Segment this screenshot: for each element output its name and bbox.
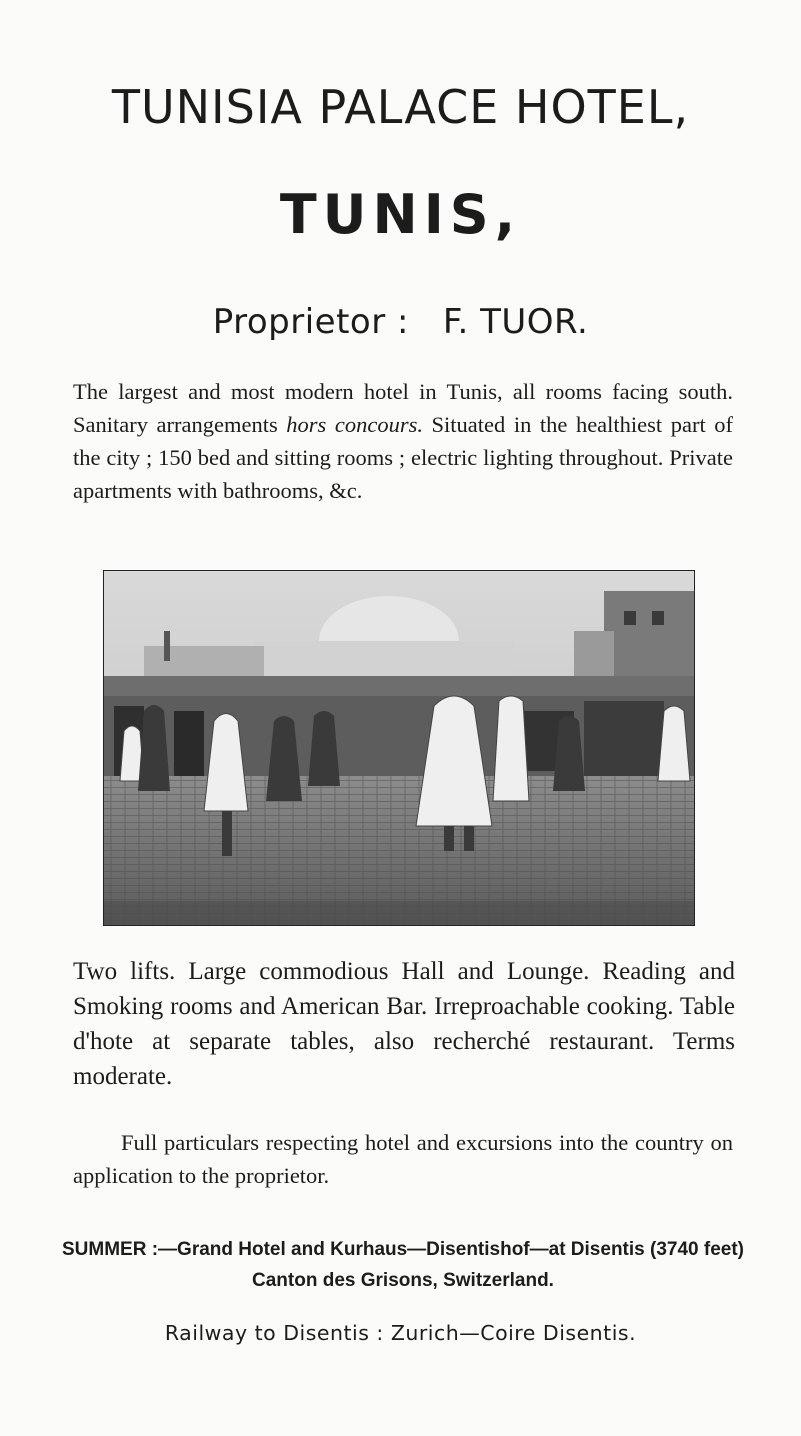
- particulars-paragraph: [73, 1126, 733, 1192]
- intro-text-2: Situated in the healthiest part of the city ; 150 bed and sitting rooms ; electric lighting throughout. Private apartments with bathrooms, &c.: [73, 412, 734, 503]
- proprietor-label: Proprietor :: [212, 302, 409, 342]
- proprietor-name: F. TUOR.: [442, 302, 589, 342]
- railway-line: Railway to Disentis : Zurich—Coire Disentis.: [164, 1321, 637, 1345]
- facilities-paragraph: Two lifts. Large commodious Hall and Lounge. Reading and Smoking rooms and American Bar. Irreproachable cooking. Table d'hote at separate tables, also recherché restaurant. Terms moderate.: [73, 958, 735, 1090]
- street-scene-photo: [103, 570, 695, 926]
- proprietor-line: [0, 302, 801, 342]
- intro-paragraph: [73, 375, 733, 507]
- intro-text-italic: hors concours.: [286, 412, 423, 437]
- street-scene-illustration: [104, 571, 695, 926]
- city-heading: TUNIS,: [279, 183, 522, 246]
- summer-notice: SUMMER :—Grand Hotel and Kurhaus—Disentishof—at Disentis (3740 feet) Canton des Grisons, Switzerland.: [62, 1239, 744, 1291]
- hotel-title: TUNISIA PALACE HOTEL,: [111, 80, 690, 134]
- intro-text-1: The largest and most modern hotel in Tunis, all rooms facing south. Sanitary arrangements: [73, 379, 733, 437]
- particulars-text: Full particulars respecting hotel and excursions into the country on application to the proprietor.: [73, 1130, 733, 1188]
